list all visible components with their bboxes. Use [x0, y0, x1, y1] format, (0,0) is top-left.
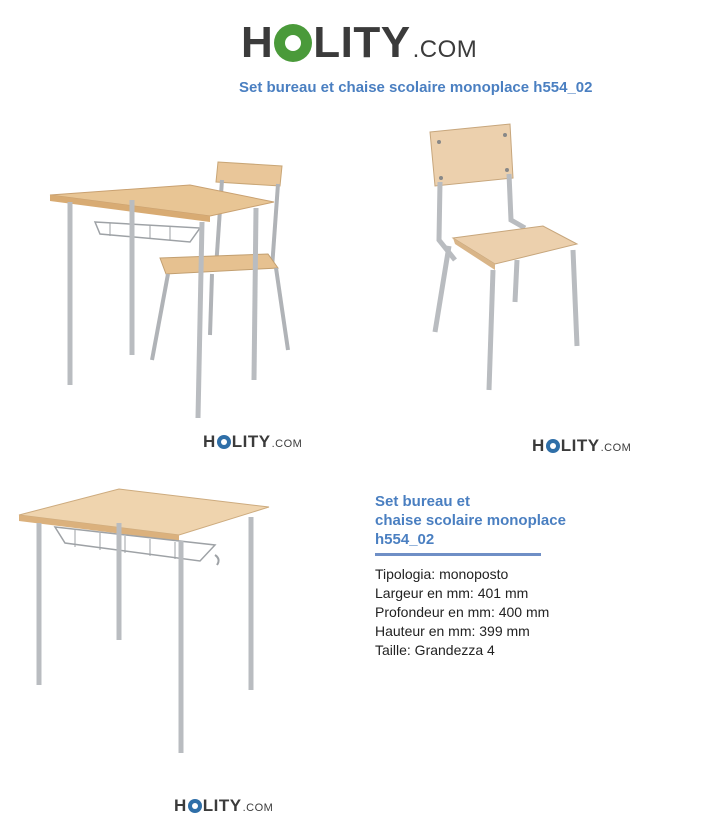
spec-list	[375, 565, 549, 660]
product-subtitle	[375, 492, 605, 549]
wm3-h: H	[174, 796, 187, 815]
wm3-domain: .COM	[242, 802, 274, 814]
photo-desk	[15, 485, 275, 760]
spec-typology: Tipologia: monoposto	[375, 566, 509, 582]
spec-depth: Profondeur en mm: 400 mm	[375, 604, 550, 620]
subtitle-line-1: Set bureau et	[375, 493, 471, 510]
spec-width: Largeur en mm: 401 mm	[375, 585, 529, 601]
wm1-o-icon	[217, 435, 231, 449]
wm2-h: H	[532, 436, 545, 455]
subtitle-line-3: h554_02	[375, 531, 435, 548]
wm3-rest: LITY	[202, 796, 242, 815]
logo-o-icon	[274, 24, 312, 62]
logo-domain: .COM	[412, 36, 478, 63]
photo1-watermark	[203, 432, 302, 452]
wm2-domain: .COM	[600, 442, 632, 454]
logo-h: H	[241, 18, 274, 67]
photo-desk-and-chair	[40, 150, 300, 425]
wm3-o-icon	[188, 799, 202, 813]
photo2-watermark	[532, 436, 631, 456]
wm1-domain: .COM	[271, 438, 303, 450]
spec-height: Hauteur en mm: 399 mm	[375, 623, 530, 639]
wm2-o-icon	[546, 439, 560, 453]
page-title: Set bureau et chaise scolaire monoplace h554_02	[239, 79, 593, 96]
holity-logo[interactable]	[241, 18, 477, 68]
subtitle-line-2: chaise scolaire monoplace	[375, 512, 566, 529]
photo-chair	[425, 120, 590, 400]
divider	[375, 553, 541, 556]
spec-size: Taille: Grandezza 4	[375, 642, 495, 658]
wm1-rest: LITY	[231, 432, 271, 451]
logo-rest: LITY	[313, 18, 411, 67]
wm2-rest: LITY	[560, 436, 600, 455]
wm1-h: H	[203, 432, 216, 451]
photo3-watermark	[174, 796, 273, 816]
chair-back	[216, 162, 282, 268]
